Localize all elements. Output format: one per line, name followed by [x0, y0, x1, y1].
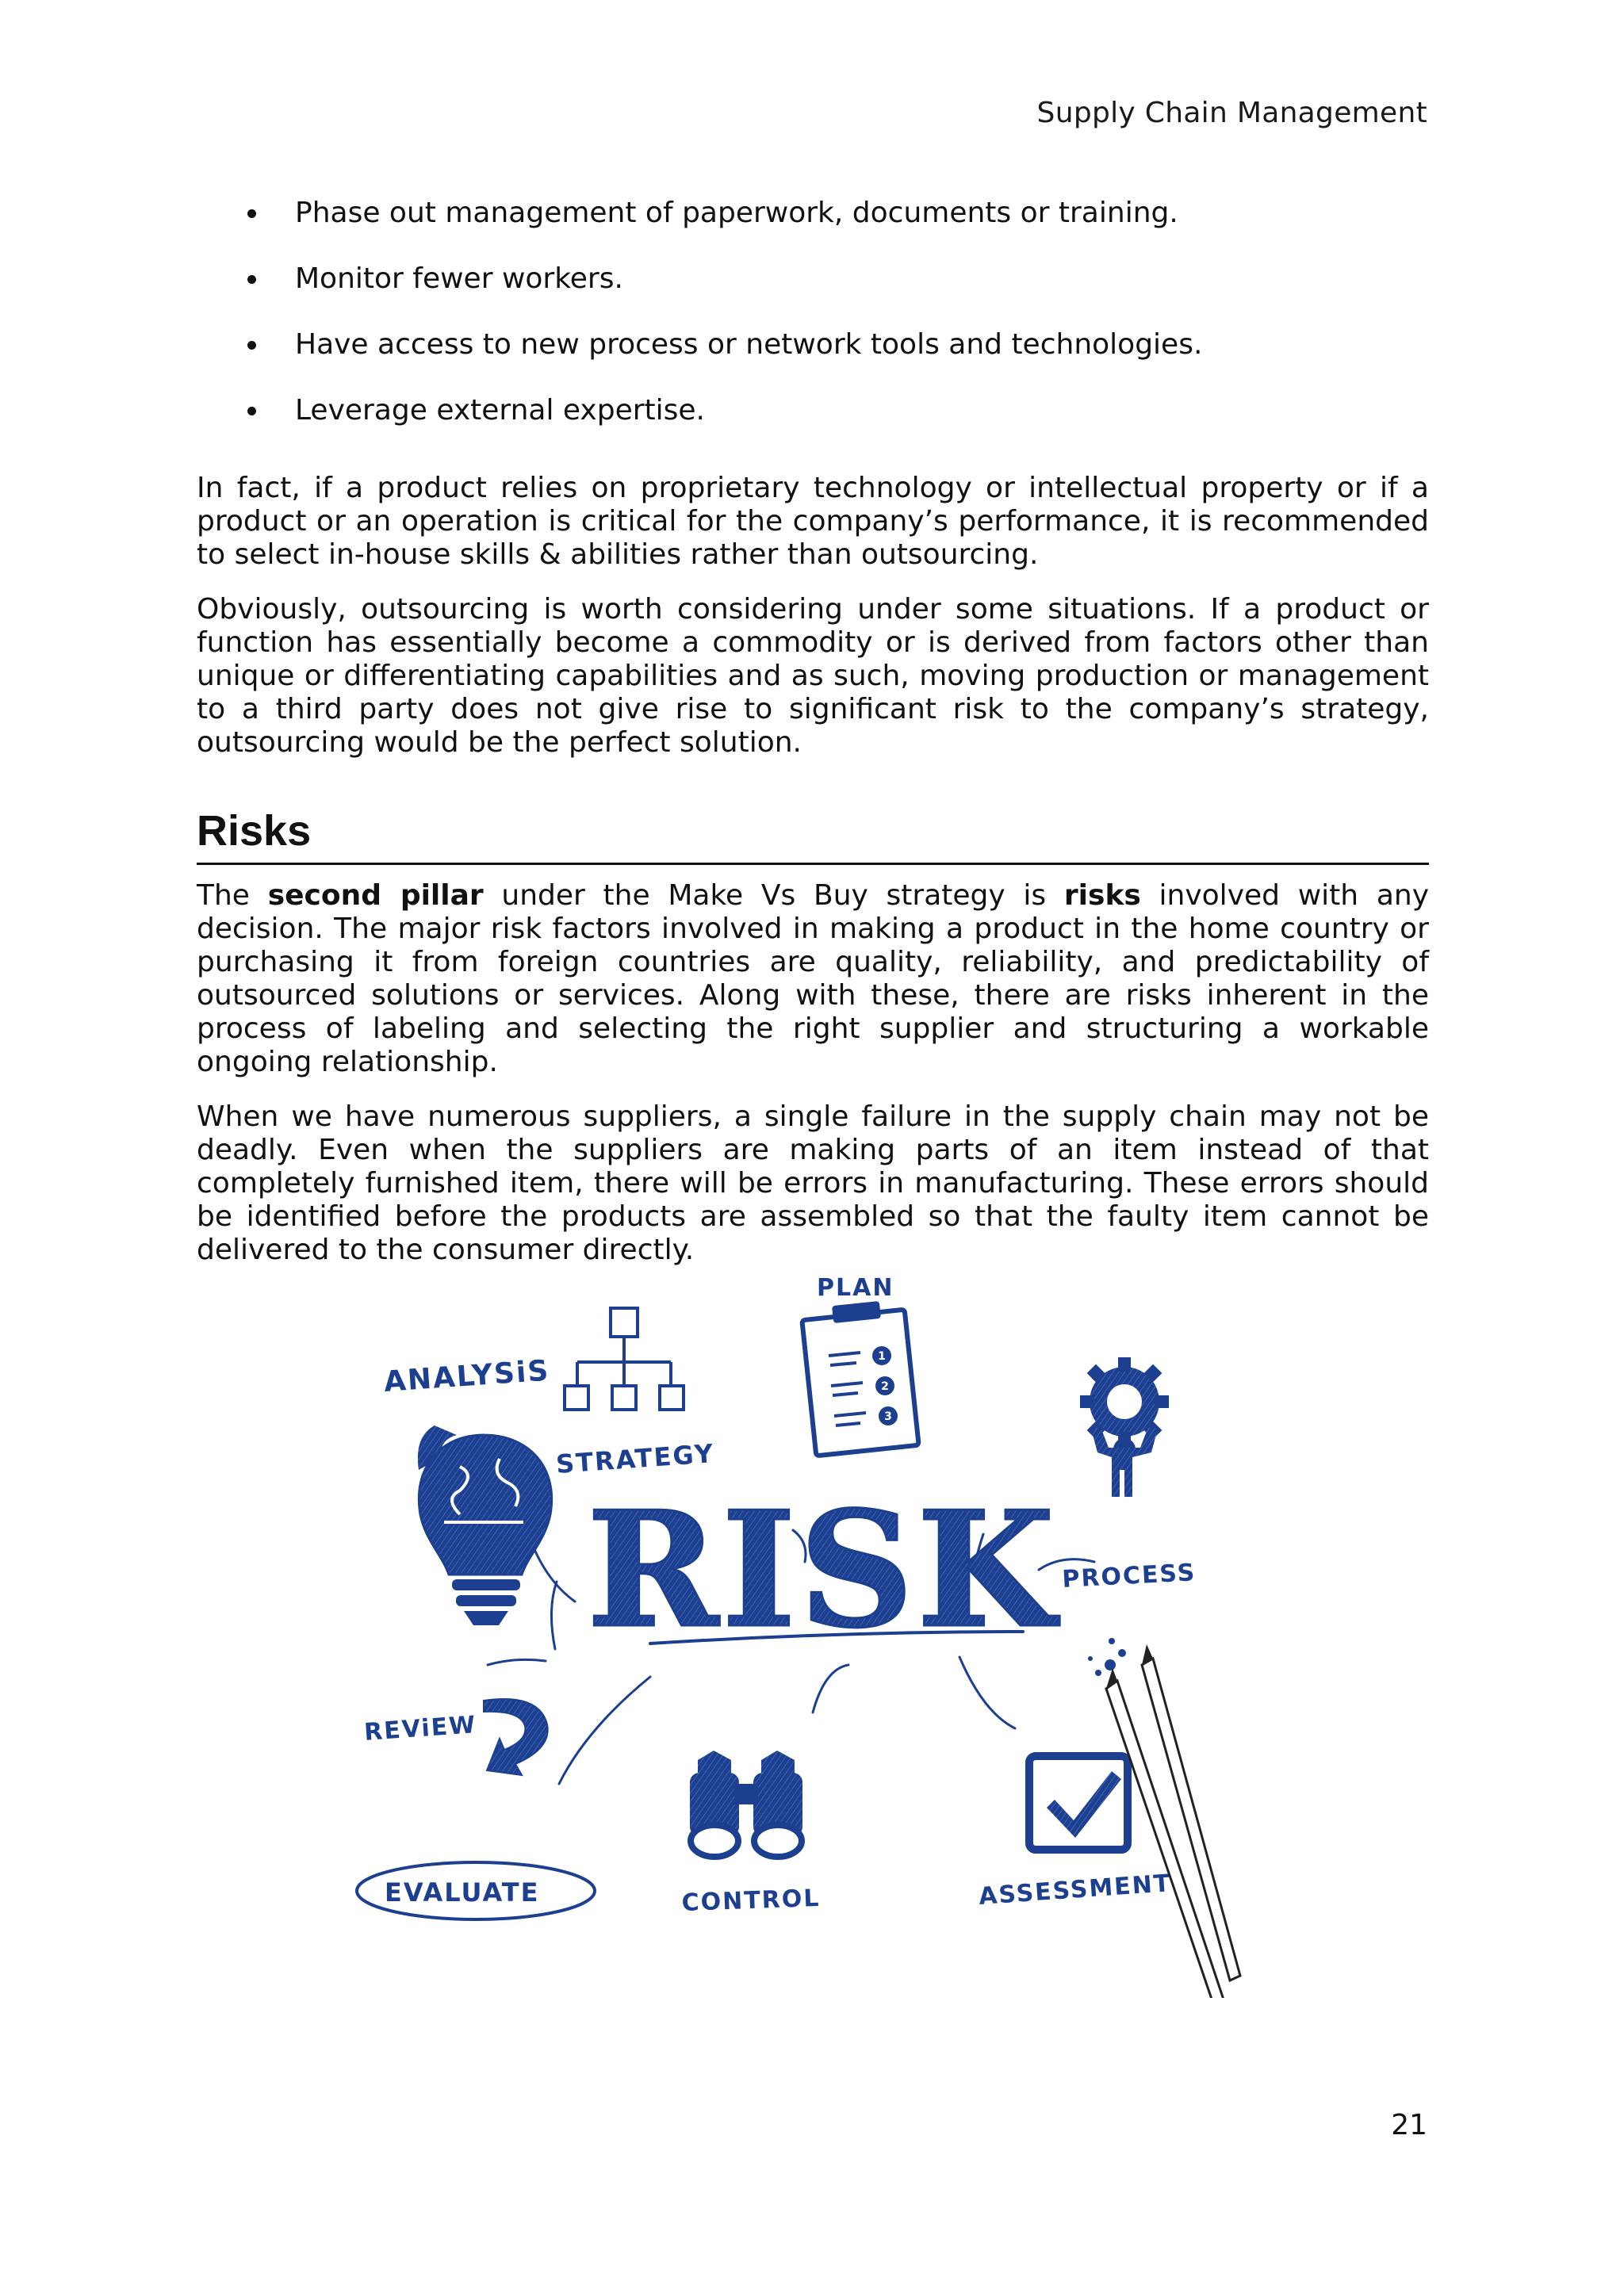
label-review: REViEW [363, 1711, 478, 1747]
risk-title: RISK [587, 1477, 1059, 1663]
gear-person-icon [1080, 1357, 1169, 1497]
paragraph-second-pillar: The second pillar under the Make Vs Buy strategy is risks involved with any decision. The major risk factors involved in making a product in the home country or purchasing it from foreign countries are quality, reliability, and predictability of outsourced solutions or services. Along with these, there are risks inherent in the process of labeling and selecting the right supplier and structuring a workable ongoing relationship. [197, 879, 1429, 1078]
plan-step-1: 1 [878, 1350, 886, 1363]
lightbulb-puzzle-icon [418, 1425, 552, 1625]
binoculars-icon [690, 1751, 802, 1857]
label-plan: PLAN [817, 1274, 894, 1302]
label-assessment: ASSESSMENT [978, 1869, 1173, 1911]
org-chart-icon [565, 1308, 684, 1410]
paragraph-suppliers: When we have numerous suppliers, a single failure in the supply chain may not be deadly. Even when the suppliers are making parts of an item instead of that completely furnished item, there will be errors in manufacturing. These errors should be identified before the products are assembled so that the faulty item cannot be delivered to the consumer directly. [197, 1100, 1429, 1266]
paragraph-outsourcing: Obviously, outsourcing is worth considering under some situations. If a product or function has essentially become a commodity or is derived from factors other than unique or differentiating capabilities and as such, moving production or management to a third party does not give rise to significant risk to the company’s strategy, outsourcing would be the perfect solution. [197, 593, 1429, 759]
page-content [197, 195, 1429, 1288]
label-analysis: ANALYSiS [382, 1354, 551, 1399]
bullet-item: Phase out management of paperwork, documents or training. [197, 195, 1429, 232]
page-number: 21 [1391, 2109, 1427, 2141]
running-header: Supply Chain Management [1036, 97, 1427, 129]
review-arrow-icon [484, 1699, 548, 1775]
bullet-item: Leverage external expertise. [197, 392, 1429, 429]
bold-term: risks [1063, 879, 1141, 912]
section-heading-risks: Risks [197, 807, 1429, 865]
ink-dots [1088, 1638, 1126, 1676]
bullet-icon [247, 209, 256, 218]
label-control: CONTROL [681, 1884, 821, 1917]
label-strategy: STRATEGY [554, 1438, 716, 1479]
checkbox-icon [1029, 1756, 1128, 1850]
bold-term: second pillar [267, 879, 484, 912]
bullet-icon [247, 341, 256, 350]
bullet-icon [247, 275, 256, 284]
risk-illustration-svg [349, 1269, 1285, 1998]
bullet-item: Monitor fewer workers. [197, 261, 1429, 297]
risk-illustration [349, 1269, 1285, 1998]
paragraph-inhouse: In fact, if a product relies on proprietary technology or intellectual property or if a product or an operation is critical for the company’s performance, it is recommended to select in-house skills & abilities rather than outsourcing. [197, 472, 1429, 571]
label-process: PROCESS [1061, 1559, 1197, 1594]
plan-step-3: 3 [884, 1410, 892, 1423]
plan-step-2: 2 [881, 1380, 889, 1393]
clipboard-icon [802, 1301, 918, 1456]
bullet-icon [247, 407, 256, 415]
label-evaluate: EVALUATE [385, 1877, 540, 1908]
bullet-item: Have access to new process or network tools and technologies. [197, 327, 1429, 363]
bullet-list [197, 195, 1429, 429]
